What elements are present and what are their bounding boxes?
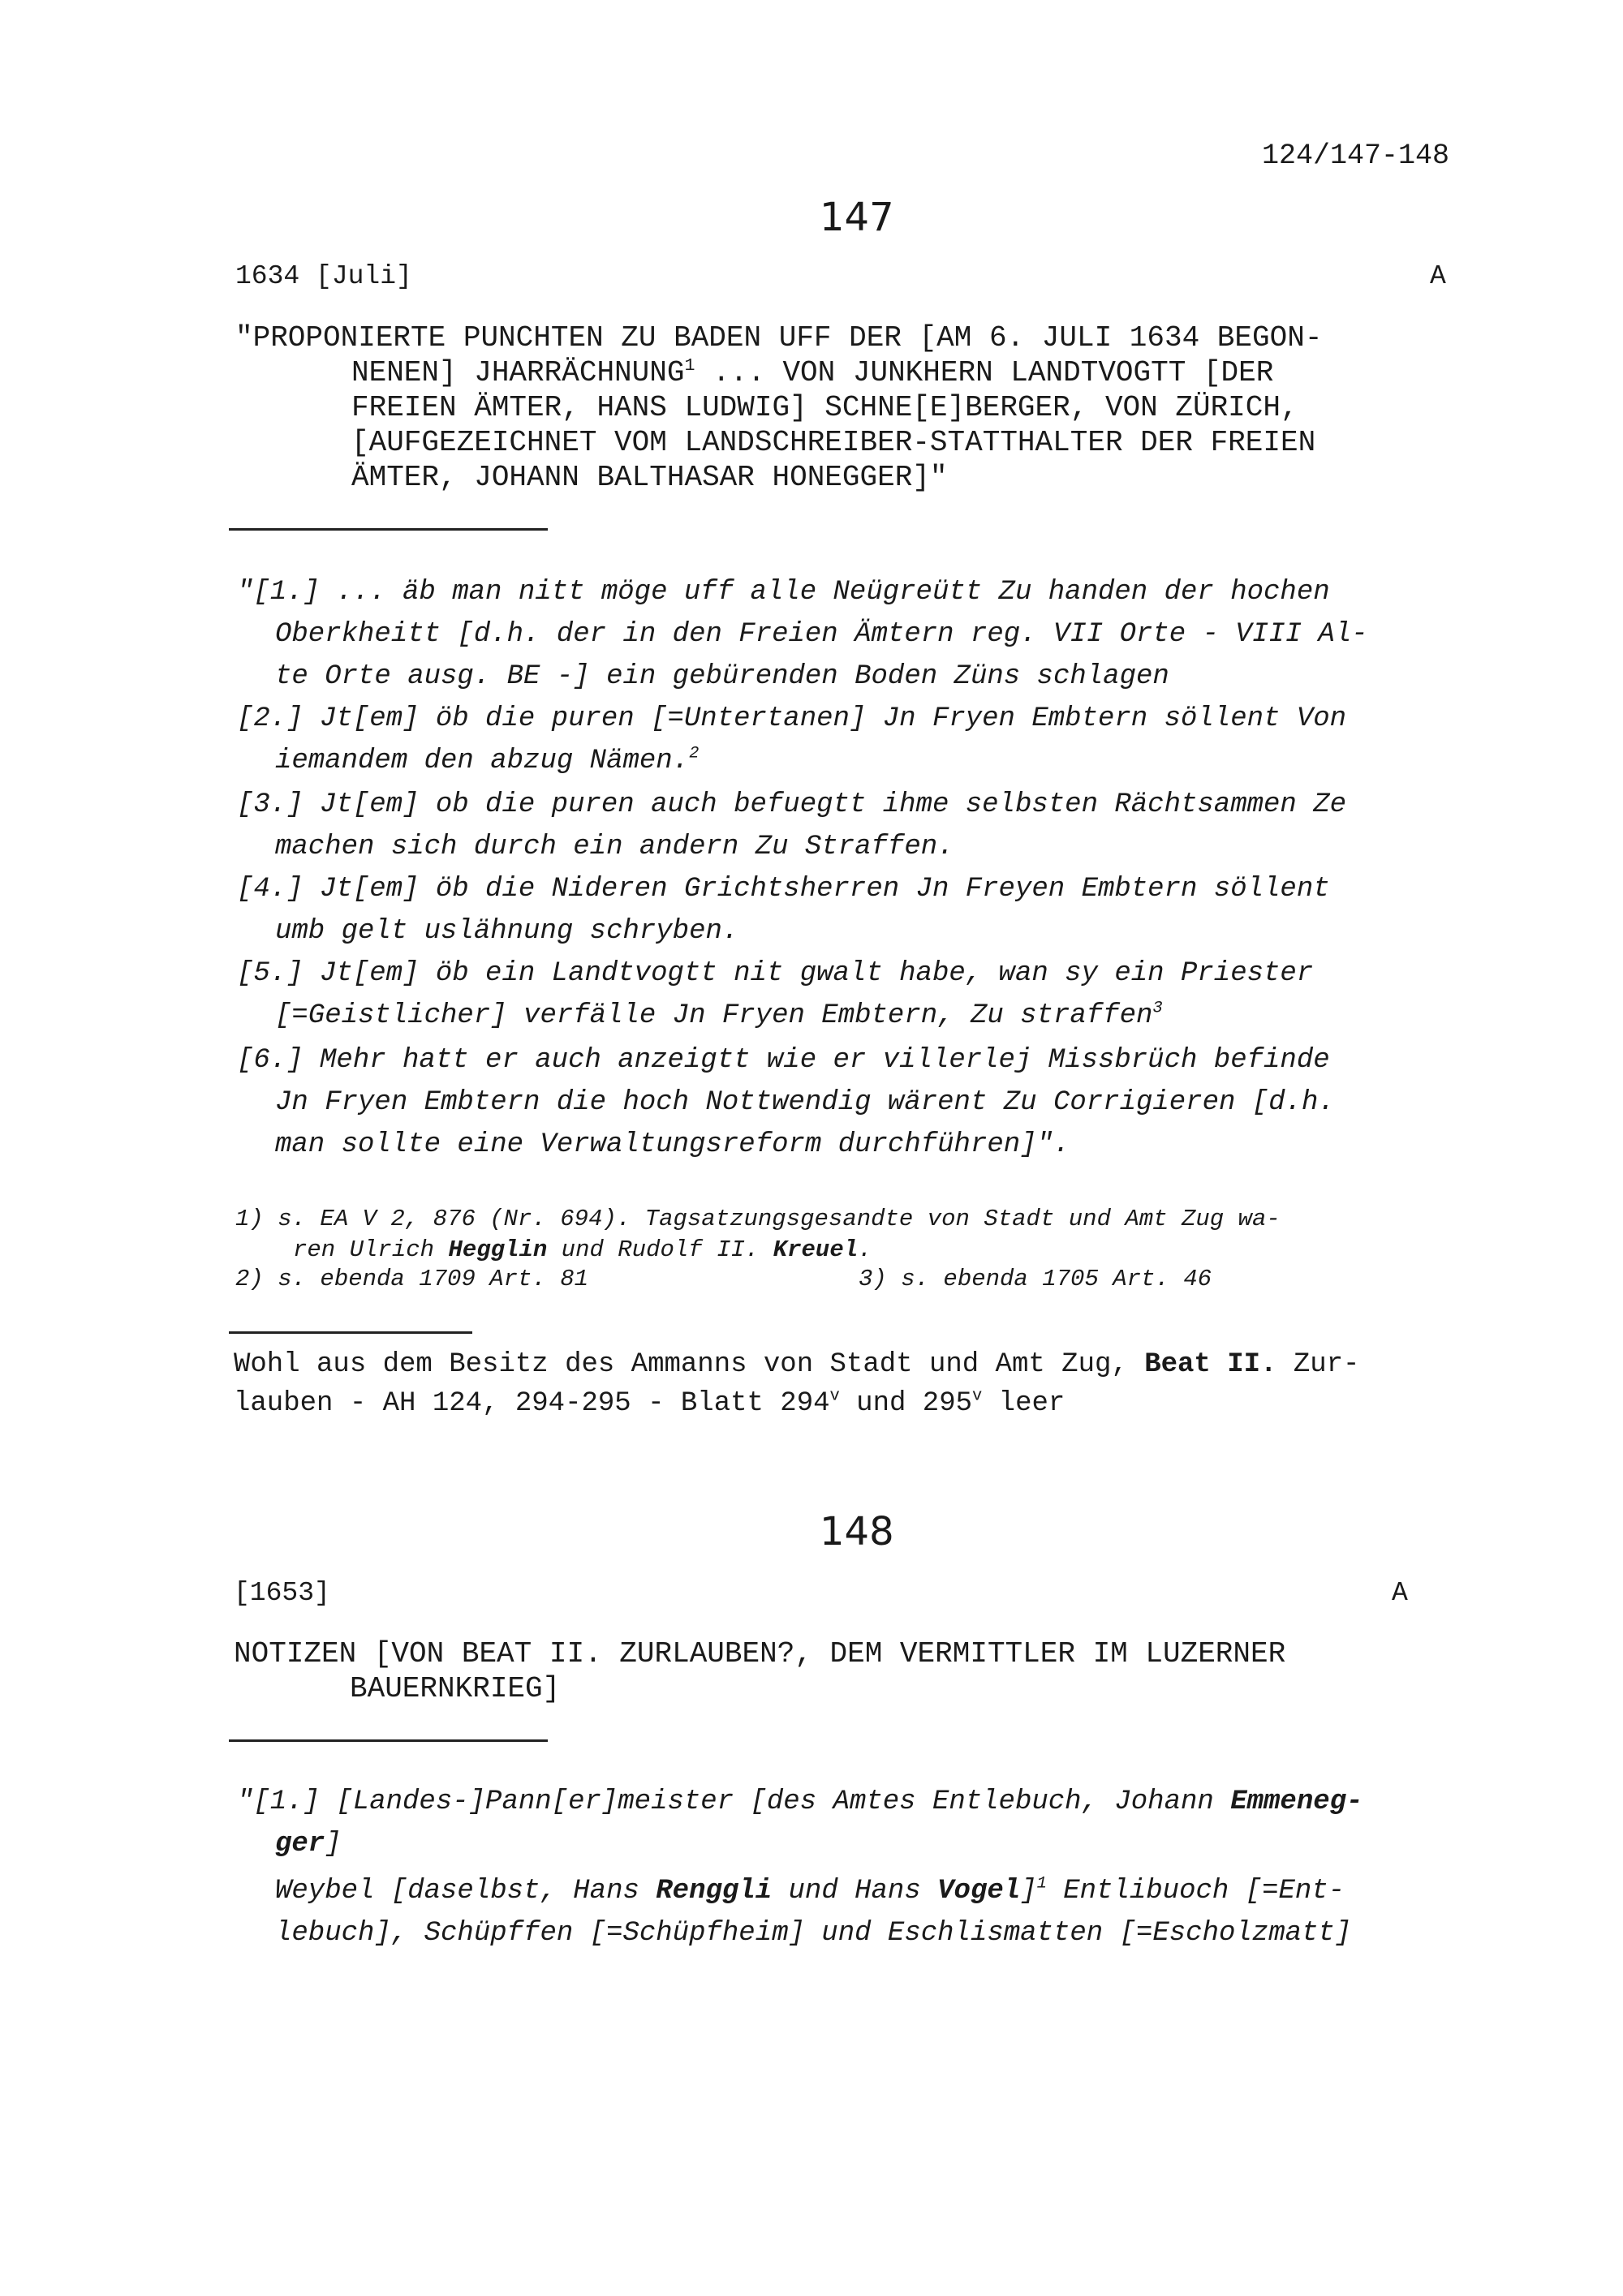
footnote-marker: 3 bbox=[1152, 999, 1163, 1018]
document-date-147: 1634 [Juli] bbox=[235, 261, 412, 291]
list-item: "[1.] [Landes-]Pann[er]meister [des Amtes Entlebuch, Johann Emmeneg- ger] Weybel [daselbst, Hans Renggli und Hans Vogel]$^1$ Entlibuoch [=Ent- lebuch], Schüpffen [=Schüpfheim] und Eschlismatten [=Escholzmatt] bbox=[237, 1786, 1363, 1949]
list-item: "[1.] ... äb man nitt möge uff alle Neügreütt Zu handen der hochen Oberkheitt [d.h. der in den Freien Ämtern reg. VII Orte - VIII Al- te Orte ausg. BE -] ein gebürenden Boden Züns schlagen bbox=[237, 577, 1368, 692]
list-item: [3.] Jt[em] ob die puren auch befuegtt ihme selbsten Rächtsammen Ze machen sich durch ein andern Zu Straffen. bbox=[237, 789, 1347, 862]
separator-rule bbox=[229, 528, 548, 531]
title-line: "PROPONIERTE PUNCHTEN ZU BADEN UFF DER [AM 6. JULI 1634 BEGON- bbox=[235, 321, 1323, 355]
document-code-148: A bbox=[1392, 1578, 1408, 1608]
document-title-147 bbox=[235, 320, 1501, 495]
document-number-147: 147 bbox=[820, 195, 894, 240]
title-line: [AUFGEZEICHNET VOM LANDSCHREIBER-STATTHALTER DER FREIEN bbox=[351, 426, 1316, 459]
title-line: NENEN] JHARRÄCHNUNG$^1$ ... VON JUNKHERN LANDTVOGTT [DER bbox=[351, 356, 1274, 389]
list-item: [4.] Jt[em] öb die Nideren Grichtsherren Jn Freyen Embtern söllent umb gelt uslähnung schryben. bbox=[237, 874, 1330, 947]
list-item: [5.] Jt[em] öb ein Landtvogtt nit gwalt habe, wan sy ein Priester [=Geistlicher] verfälle Jn Fryen Embtern, Zu straffen$^3$ bbox=[237, 958, 1314, 1031]
footnote-marker: 2 bbox=[689, 744, 700, 763]
list-item: [2.] Jt[em] öb die puren [=Untertanen] Jn Fryen Embtern söllent Von iemandem den abzug Nämen.$^2$ bbox=[237, 703, 1347, 776]
footnote-3: 3) s. ebenda 1705 Art. 46 bbox=[859, 1266, 1212, 1292]
document-date-148: [1653] bbox=[234, 1578, 330, 1608]
document-title-148: NOTIZEN [VON BEAT II. ZURLAUBEN?, DEM VERMITTLER IM LUZERNER BAUERNKRIEG] bbox=[234, 1637, 1286, 1705]
title-line: ÄMTER, JOHANN BALTHASAR HONEGGER]" bbox=[351, 461, 948, 494]
document-code-147: A bbox=[1430, 261, 1446, 291]
separator-rule bbox=[229, 1331, 472, 1334]
footnote-2: 2) s. ebenda 1709 Art. 81 bbox=[235, 1266, 589, 1292]
footnote-marker: 1 bbox=[1036, 1874, 1047, 1894]
source-note: Wohl aus dem Besitz des Ammanns von Stadt und Amt Zug, Beat II. Zur- lauben - AH 124, 294-295 - Blatt 294$^v$ und 295$^v$ leer bbox=[234, 1349, 1360, 1419]
footnote-1: 1) s. EA V 2, 876 (Nr. 694). Tagsatzungsgesandte von Stadt und Amt Zug wa- ren Ulrich Hegglin und Rudolf II. Kreuel. bbox=[235, 1206, 1281, 1263]
title-line: FREIEN ÄMTER, HANS LUDWIG] SCHNE[E]BERGER, VON ZÜRICH, bbox=[351, 391, 1298, 424]
separator-rule bbox=[229, 1739, 548, 1742]
list-item: [6.] Mehr hatt er auch anzeigtt wie er villerlej Missbrüch befinde Jn Fryen Embtern die hoch Nottwendig wärent Zu Corrigieren [d.h. man sollte eine Verwaltungsreform durchführen]". bbox=[237, 1045, 1335, 1160]
page-reference: 124/147-148 bbox=[1262, 140, 1450, 172]
footnote-marker: 1 bbox=[684, 356, 695, 376]
document-number-148: 148 bbox=[820, 1509, 894, 1554]
